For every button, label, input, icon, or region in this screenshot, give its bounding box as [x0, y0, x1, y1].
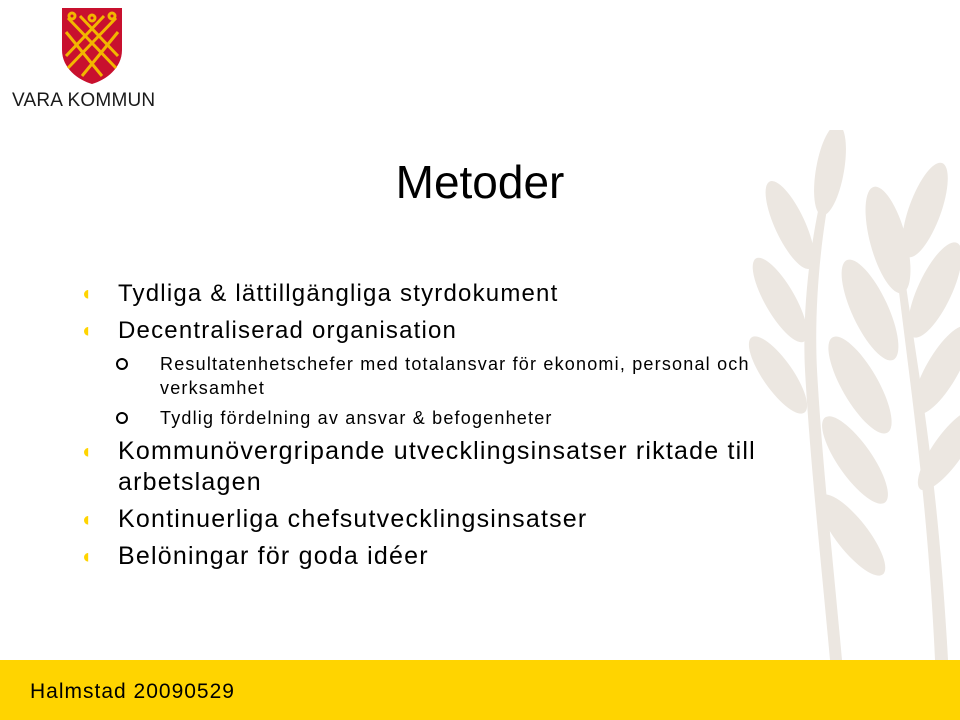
- yellow-bullet-icon: ◖: [80, 546, 94, 568]
- bullet-item: ◖ Kommunövergripande utvecklingsinsatser riktade till arbetslagen: [80, 437, 756, 496]
- vara-kommun-logo: [12, 6, 172, 114]
- yellow-bullet-icon: ◖: [80, 320, 94, 342]
- yellow-bullet-icon: ◖: [80, 509, 94, 531]
- bullet-list: [80, 278, 860, 578]
- slide-title: Metoder: [395, 156, 565, 208]
- sub-bullet-item: Tydlig fördelning av ansvar & befogenheter: [80, 406, 860, 430]
- crest-icon: [60, 6, 124, 86]
- circle-bullet-icon: [116, 412, 128, 424]
- bullet-item: ◖ Belöningar för goda idéer: [80, 542, 429, 570]
- yellow-bullet-icon: ◖: [80, 283, 94, 305]
- logo-text: VARA KOMMUN: [12, 90, 156, 111]
- yellow-bullet-icon: ◖: [80, 441, 94, 463]
- footer-bar: [0, 660, 960, 720]
- bullet-item: ◖ Decentraliserad organisation: [80, 317, 458, 344]
- sub-bullet-item: Resultatenhetschefer med totalansvar för ekonomi, personal och verksamhet: [80, 352, 860, 400]
- circle-bullet-icon: [116, 358, 128, 370]
- bullet-item: ◖ Tydliga & lättillgängliga styrdokument: [80, 280, 559, 307]
- bullet-item: ◖ Kontinuerliga chefsutvecklingsinsatser: [80, 505, 588, 533]
- footer-text: Halmstad 20090529: [30, 680, 235, 703]
